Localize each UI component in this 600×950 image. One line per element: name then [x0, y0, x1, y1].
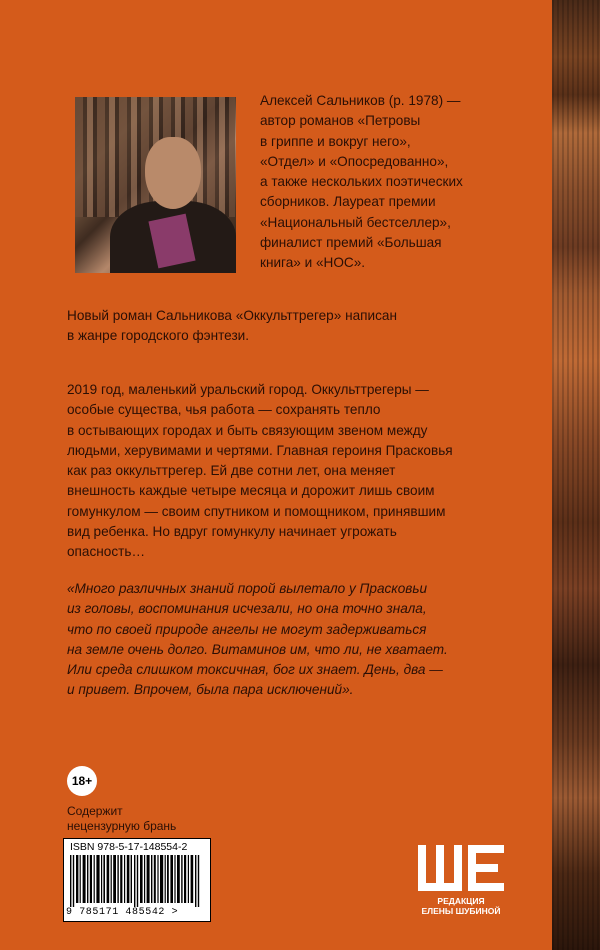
bio-line: автор романов «Петровы: [260, 113, 421, 129]
bio-line: сборников. Лауреат премии: [260, 194, 436, 210]
quote-line: на земле очень долго. Витаминов им, что ли, не хватает.: [67, 641, 448, 657]
paragraph-line: как раз оккульттрегер. Ей две сотни лет, она меняет: [67, 463, 396, 479]
bio-line: книга» и «НОС».: [260, 255, 366, 271]
warning-line: Содержит: [67, 804, 123, 818]
paragraph-line: гомункулом — своим спутником и помощником, принявшим: [67, 503, 446, 519]
paragraph-line: людьми, херувимами и чертями. Главная героиня Прасковья: [67, 442, 453, 458]
quote-line: «Много различных знаний порой вылетало у Прасковьи: [67, 581, 428, 596]
quote-line: из головы, воспоминания исчезали, но она точно знала,: [67, 601, 427, 617]
paragraph-line: в остывающих городах и быть связующим звеном между: [67, 422, 428, 438]
author-bio: [260, 91, 540, 274]
bio-line: в гриппе и вокруг него»,: [260, 133, 411, 149]
publisher-line: ЕЛЕНЫ ШУБИНОЙ: [421, 906, 501, 916]
bio-line: «Отдел» и «Опосредованно»,: [260, 153, 449, 169]
bio-line: «Национальный бестселлер»,: [260, 214, 451, 230]
quote-line: что по своей природе ангелы не могут задерживаться: [67, 621, 427, 637]
publisher-name: [400, 896, 522, 916]
bio-line: Алексей Сальников (р. 1978) —: [260, 93, 461, 108]
isbn-label: ISBN 978-5-17-148554-2: [70, 841, 188, 853]
paragraph-line: в жанре городского фэнтези.: [67, 328, 250, 344]
age-rating-badge: 18+: [67, 766, 97, 796]
quote-line: и привет. Впрочем, была пара исключений».: [67, 682, 354, 698]
intro-paragraph: [67, 306, 527, 347]
content-warning: [67, 804, 227, 834]
synopsis-paragraph: [67, 380, 527, 563]
barcode-number: 9 785171 485542 >: [66, 907, 179, 918]
isbn-barcode-block: [63, 838, 211, 922]
barcode-icon: [70, 855, 204, 907]
paragraph-line: особые существа, чья работа — сохранять тепло: [67, 402, 381, 418]
author-photo: [75, 97, 236, 273]
bio-line: финалист премий «Большая: [260, 235, 442, 251]
publisher-line: РЕДАКЦИЯ: [437, 896, 485, 906]
paragraph-line: внешность каждые четыре месяца и дорожит лишь своим: [67, 483, 435, 499]
paragraph-line: 2019 год, маленький уральский город. Оккульттрегеры —: [67, 382, 429, 397]
paragraph-line: вид ребенка. Но вдруг гомункулу начинает угрожать: [67, 524, 397, 540]
paragraph-line: опасность…: [67, 544, 146, 560]
warning-line: нецензурную брань: [67, 819, 177, 833]
spine-photo-strip: [552, 0, 600, 950]
paragraph-line: Новый роман Сальникова «Оккульттрегер» написан: [67, 308, 397, 323]
bio-line: а также нескольких поэтических: [260, 174, 463, 190]
quote-line: Или среда слишком токсичная, бог их знает. День, два —: [67, 662, 443, 678]
ше-publisher-logo-icon: [418, 845, 506, 891]
author-face: [145, 137, 201, 209]
book-quote: [67, 579, 532, 701]
